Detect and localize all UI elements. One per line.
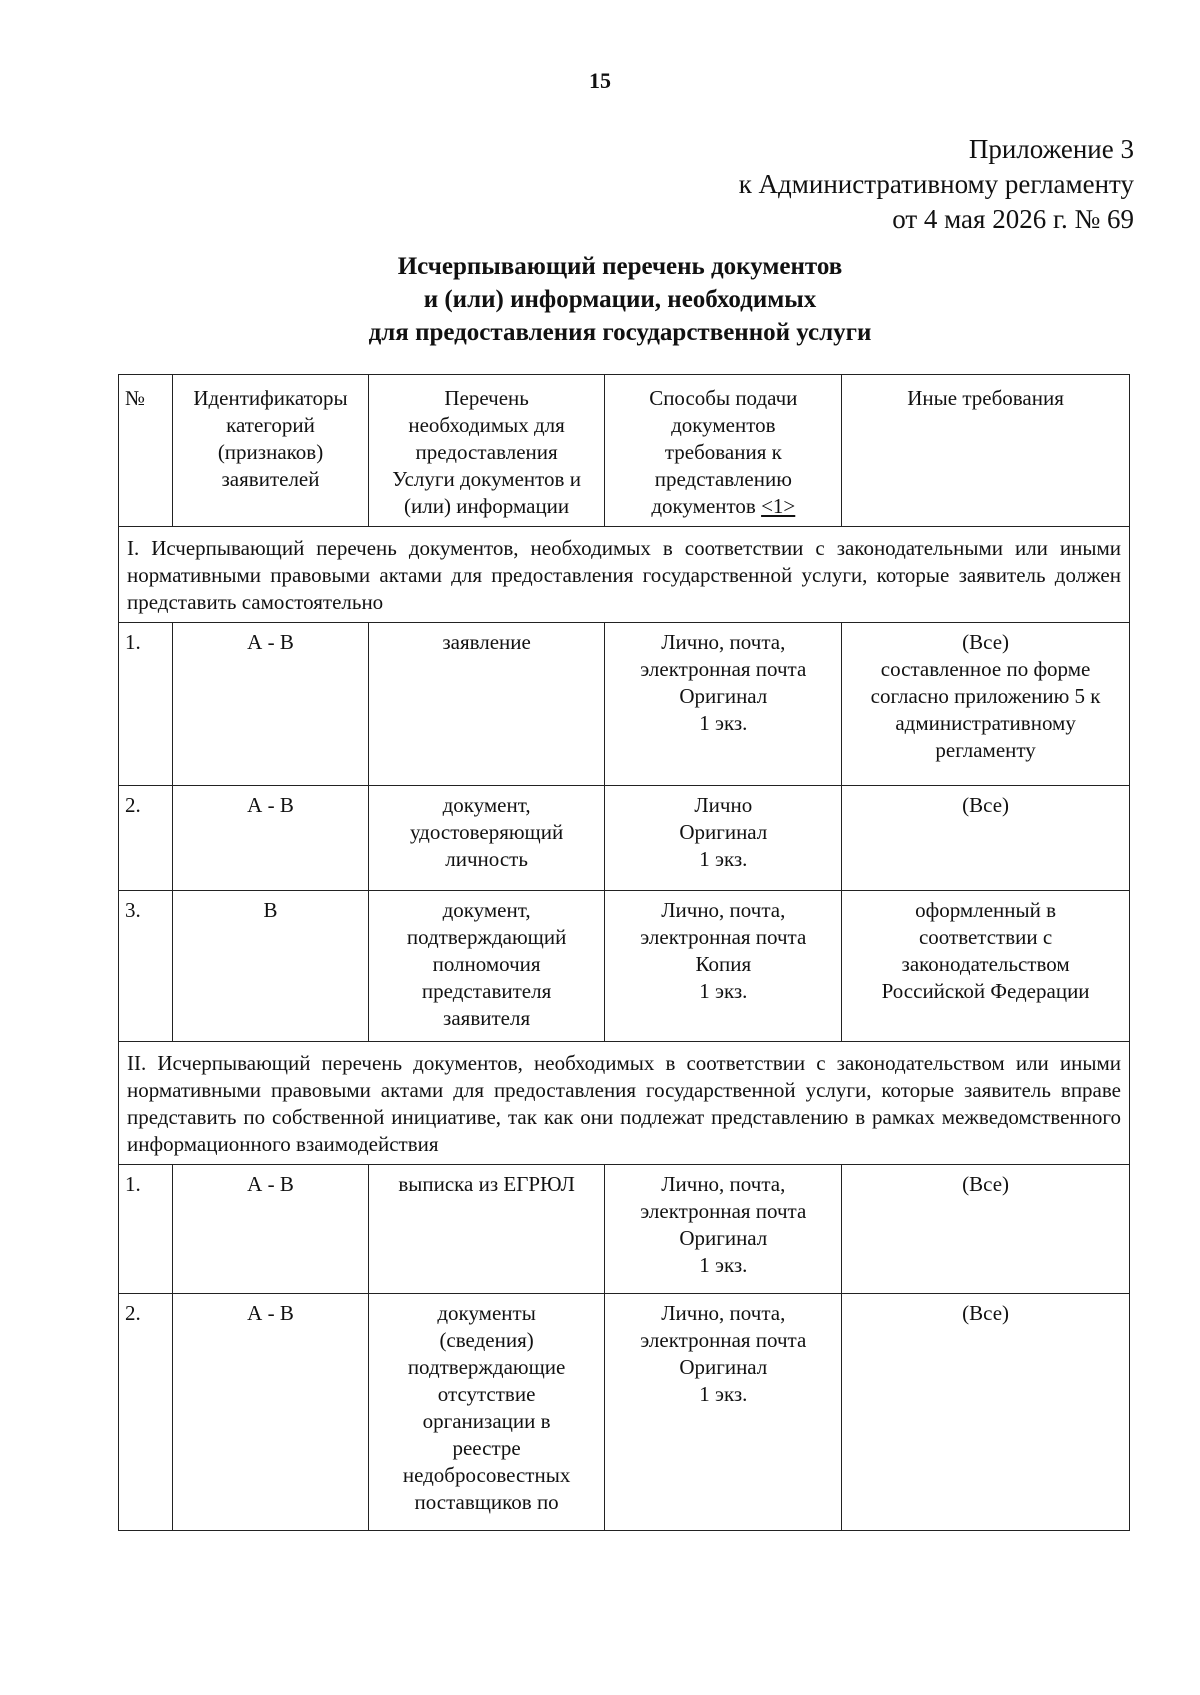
document-title [300, 250, 940, 349]
row-document: заявление [368, 623, 605, 786]
row-num: 1. [119, 623, 173, 786]
row-category: А - В [173, 623, 368, 786]
title-line-3: для предоставления государственной услуги [368, 319, 872, 346]
table-row [119, 891, 1130, 1042]
row-num: 2. [119, 786, 173, 891]
title-line-1: Исчерпывающий перечень документов [397, 253, 843, 280]
table-header-row [119, 375, 1130, 527]
section-row [119, 1042, 1130, 1165]
table-row [119, 1294, 1130, 1531]
title-line-2: и (или) информации, необходимых [423, 286, 817, 313]
row-category: В [173, 891, 368, 1042]
row-method: Лично Оригинал 1 экз. [605, 786, 842, 891]
row-other: (Все) [842, 1294, 1130, 1531]
row-category: А - В [173, 1294, 368, 1531]
row-other: оформленный в соответствии с законодательством Российской Федерации [842, 891, 1130, 1042]
appendix-line-3: от 4 мая 2026 г. № 69 [892, 204, 1134, 234]
table-row [119, 786, 1130, 891]
section-row [119, 527, 1130, 623]
appendix-line-1: Приложение 3 [968, 134, 1134, 164]
row-document: документ, подтверждающий полномочия представителя заявителя [368, 891, 605, 1042]
section-1-heading: I. Исчерпывающий перечень документов, необходимых в соответствии с законодательными или иными нормативными правовыми актами для предоставления государственной услуги, которые заявитель должен представить самостоятельно [119, 527, 1130, 623]
row-document: документ, удостоверяющий личность [368, 786, 605, 891]
header-methods [605, 375, 842, 527]
row-category: А - В [173, 786, 368, 891]
footnote-link[interactable]: <1> [761, 494, 796, 518]
header-other-requirements: Иные требования [842, 375, 1130, 527]
row-num: 2. [119, 1294, 173, 1531]
table-row [119, 1165, 1130, 1294]
header-documents: Перечень необходимых для предоставления Услуги документов и (или) информации [368, 375, 605, 527]
row-document: выписка из ЕГРЮЛ [368, 1165, 605, 1294]
row-num: 1. [119, 1165, 173, 1294]
row-other: (Все) [842, 786, 1130, 891]
row-other: (Все) [842, 1165, 1130, 1294]
appendix-reference [739, 132, 1134, 237]
documents-table-container [118, 374, 1130, 1531]
row-method: Лично, почта, электронная почта Оригинал 1 экз. [605, 1294, 842, 1531]
row-other: (Все) составленное по форме согласно приложению 5 к административному регламенту [842, 623, 1130, 786]
row-num: 3. [119, 891, 173, 1042]
header-categories: Идентификаторы категорий (признаков) заявителей [173, 375, 368, 527]
appendix-line-2: к Административному регламенту [738, 169, 1134, 199]
documents-table [118, 374, 1130, 1531]
header-methods-text: Способы подачи документов требования к представлению документов [649, 386, 798, 518]
row-method: Лично, почта, электронная почта Копия 1 экз. [605, 891, 842, 1042]
header-num: № [119, 375, 173, 527]
table-row [119, 623, 1130, 786]
row-category: А - В [173, 1165, 368, 1294]
row-method: Лично, почта, электронная почта Оригинал 1 экз. [605, 1165, 842, 1294]
row-document: документы (сведения) подтверждающие отсутствие организации в реестре недобросовестных поставщиков по [368, 1294, 605, 1531]
section-2-heading: II. Исчерпывающий перечень документов, необходимых в соответствии с законодательством или иными нормативными правовыми актами для предоставления государственной услуги, которые заявитель вправе представить по собственной инициативе, так как они подлежат представлению в рамках межведомственного информационного взаимодействия [119, 1042, 1130, 1165]
row-method: Лично, почта, электронная почта Оригинал 1 экз. [605, 623, 842, 786]
page-number: 15 [589, 68, 611, 93]
